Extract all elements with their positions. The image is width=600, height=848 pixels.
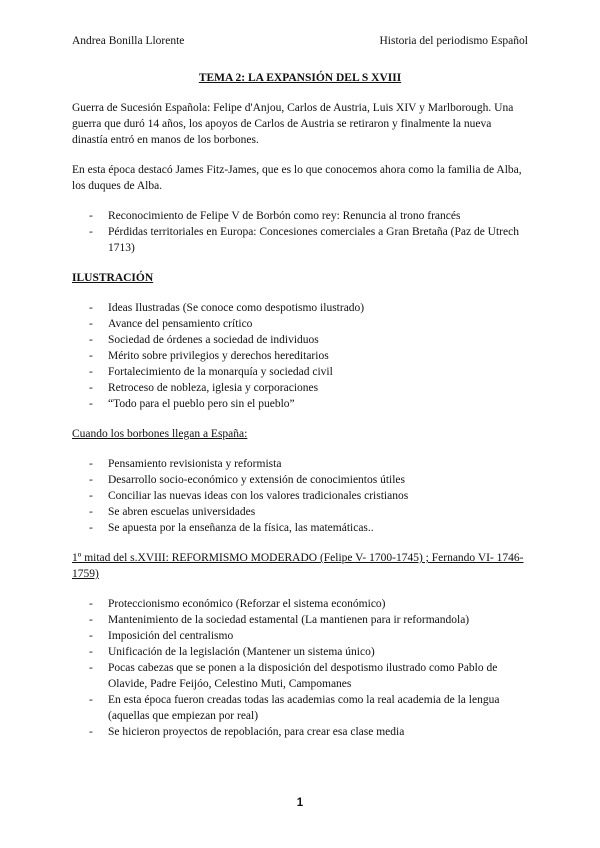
dash-bullet: - [89, 366, 93, 378]
dash-bullet: - [89, 350, 93, 362]
dash-bullet: - [89, 334, 93, 346]
list-item-text: Avance del pensamiento crítico [108, 318, 253, 330]
dash-bullet: - [89, 646, 93, 658]
list-item [72, 224, 528, 256]
list-item [72, 396, 528, 412]
dash-bullet: - [89, 458, 93, 470]
dash-bullet: - [89, 506, 93, 518]
list-item [72, 724, 528, 740]
list-item [72, 596, 528, 612]
list-item-text: Se abren escuelas universidades [108, 506, 256, 518]
succession-list [72, 208, 528, 256]
list-item-text: Retroceso de nobleza, iglesia y corporaciones [108, 382, 319, 394]
dash-bullet: - [89, 694, 93, 706]
list-item-text: Unificación de la legislación (Mantener un sistema único) [108, 646, 375, 658]
page-header [72, 35, 528, 51]
reformismo-list [72, 596, 528, 740]
list-item-text: Pocas cabezas que se ponen a la disposición del despotismo ilustrado como Pablo de Olavide, Padre Feijóo, Celestino Muti, Campomanes [108, 662, 498, 690]
list-item [72, 504, 528, 520]
dash-bullet: - [89, 398, 93, 410]
list-item-text: Fortalecimiento de la monarquía y sociedad civil [108, 366, 333, 378]
intro-paragraph: Guerra de Sucesión Española: Felipe d'Anjou, Carlos de Austria, Luis XIV y Marlborough. Una guerra que duró 14 años, los apoyos de Carlos de Austria se retiraron y finalmente la nueva dinastía entró en manos de los borbones. [72, 102, 514, 146]
list-item [72, 316, 528, 332]
ilustracion-list [72, 300, 528, 412]
list-item [72, 612, 528, 628]
list-item-text: Ideas Ilustradas (Se conoce como despotismo ilustrado) [108, 302, 365, 314]
dash-bullet: - [89, 662, 93, 674]
section-heading-reformismo: 1º mitad del s.XVIII: REFORMISMO MODERADO (Felipe V- 1700-1745) ; Fernando VI- 1746-1759) [72, 552, 524, 580]
dash-bullet: - [89, 226, 93, 238]
list-item-text: Sociedad de órdenes a sociedad de individuos [108, 334, 319, 346]
list-item-text: “Todo para el pueblo pero sin el pueblo” [108, 398, 295, 410]
list-item [72, 692, 528, 724]
dash-bullet: - [89, 210, 93, 222]
list-item [72, 644, 528, 660]
header-author: Andrea Bonilla Llorente [72, 35, 185, 47]
list-item [72, 660, 528, 692]
page-number: 1 [296, 797, 304, 809]
list-item-text: Pérdidas territoriales en Europa: Concesiones comerciales a Gran Bretaña (Paz de Utrech 1713) [108, 226, 519, 254]
list-item-text: Se hicieron proyectos de repoblación, para crear esa clase media [108, 726, 405, 738]
list-item [72, 456, 528, 472]
list-item [72, 520, 528, 536]
list-item-text: Mantenimiento de la sociedad estamental (La mantienen para ir reformandola) [108, 614, 470, 626]
list-item [72, 472, 528, 488]
list-item [72, 208, 528, 224]
dash-bullet: - [89, 474, 93, 486]
list-item [72, 628, 528, 644]
dash-bullet: - [89, 614, 93, 626]
section-heading-borbones: Cuando los borbones llegan a España: [72, 428, 248, 440]
list-item [72, 380, 528, 396]
dash-bullet: - [89, 522, 93, 534]
section-heading-ilustracion: ILUSTRACIÓN [72, 272, 154, 284]
document-title: TEMA 2: LA EXPANSIÓN DEL S XVIII [198, 72, 402, 84]
list-item-text: Mérito sobre privilegios y derechos hereditarios [108, 350, 329, 362]
document-body [72, 70, 528, 754]
list-item [72, 364, 528, 380]
dash-bullet: - [89, 382, 93, 394]
list-item [72, 348, 528, 364]
list-item-text: Proteccionismo económico (Reforzar el sistema económico) [108, 598, 386, 610]
borbones-list [72, 456, 528, 536]
list-item [72, 488, 528, 504]
list-item-text: Desarrollo socio-económico y extensión de conocimientos útiles [108, 474, 406, 486]
header-course: Historia del periodismo Español [379, 35, 528, 47]
list-item [72, 332, 528, 348]
list-item-text: Reconocimiento de Felipe V de Borbón como rey: Renuncia al trono francés [108, 210, 461, 222]
intro-paragraph: En esta época destacó James Fitz-James, que es lo que conocemos ahora como la familia de Alba, los duques de Alba. [72, 164, 522, 192]
list-item [72, 300, 528, 316]
list-item-text: Conciliar las nuevas ideas con los valores tradicionales cristianos [108, 490, 409, 502]
list-item-text: Se apuesta por la enseñanza de la física, las matemáticas.. [108, 522, 374, 534]
list-item-text: Pensamiento revisionista y reformista [108, 458, 282, 470]
dash-bullet: - [89, 630, 93, 642]
list-item-text: En esta época fueron creadas todas las academias como la real academia de la lengua (aquellas que empiezan por real) [108, 694, 500, 722]
dash-bullet: - [89, 302, 93, 314]
dash-bullet: - [89, 598, 93, 610]
dash-bullet: - [89, 318, 93, 330]
dash-bullet: - [89, 726, 93, 738]
list-item-text: Imposición del centralismo [108, 630, 234, 642]
dash-bullet: - [89, 490, 93, 502]
